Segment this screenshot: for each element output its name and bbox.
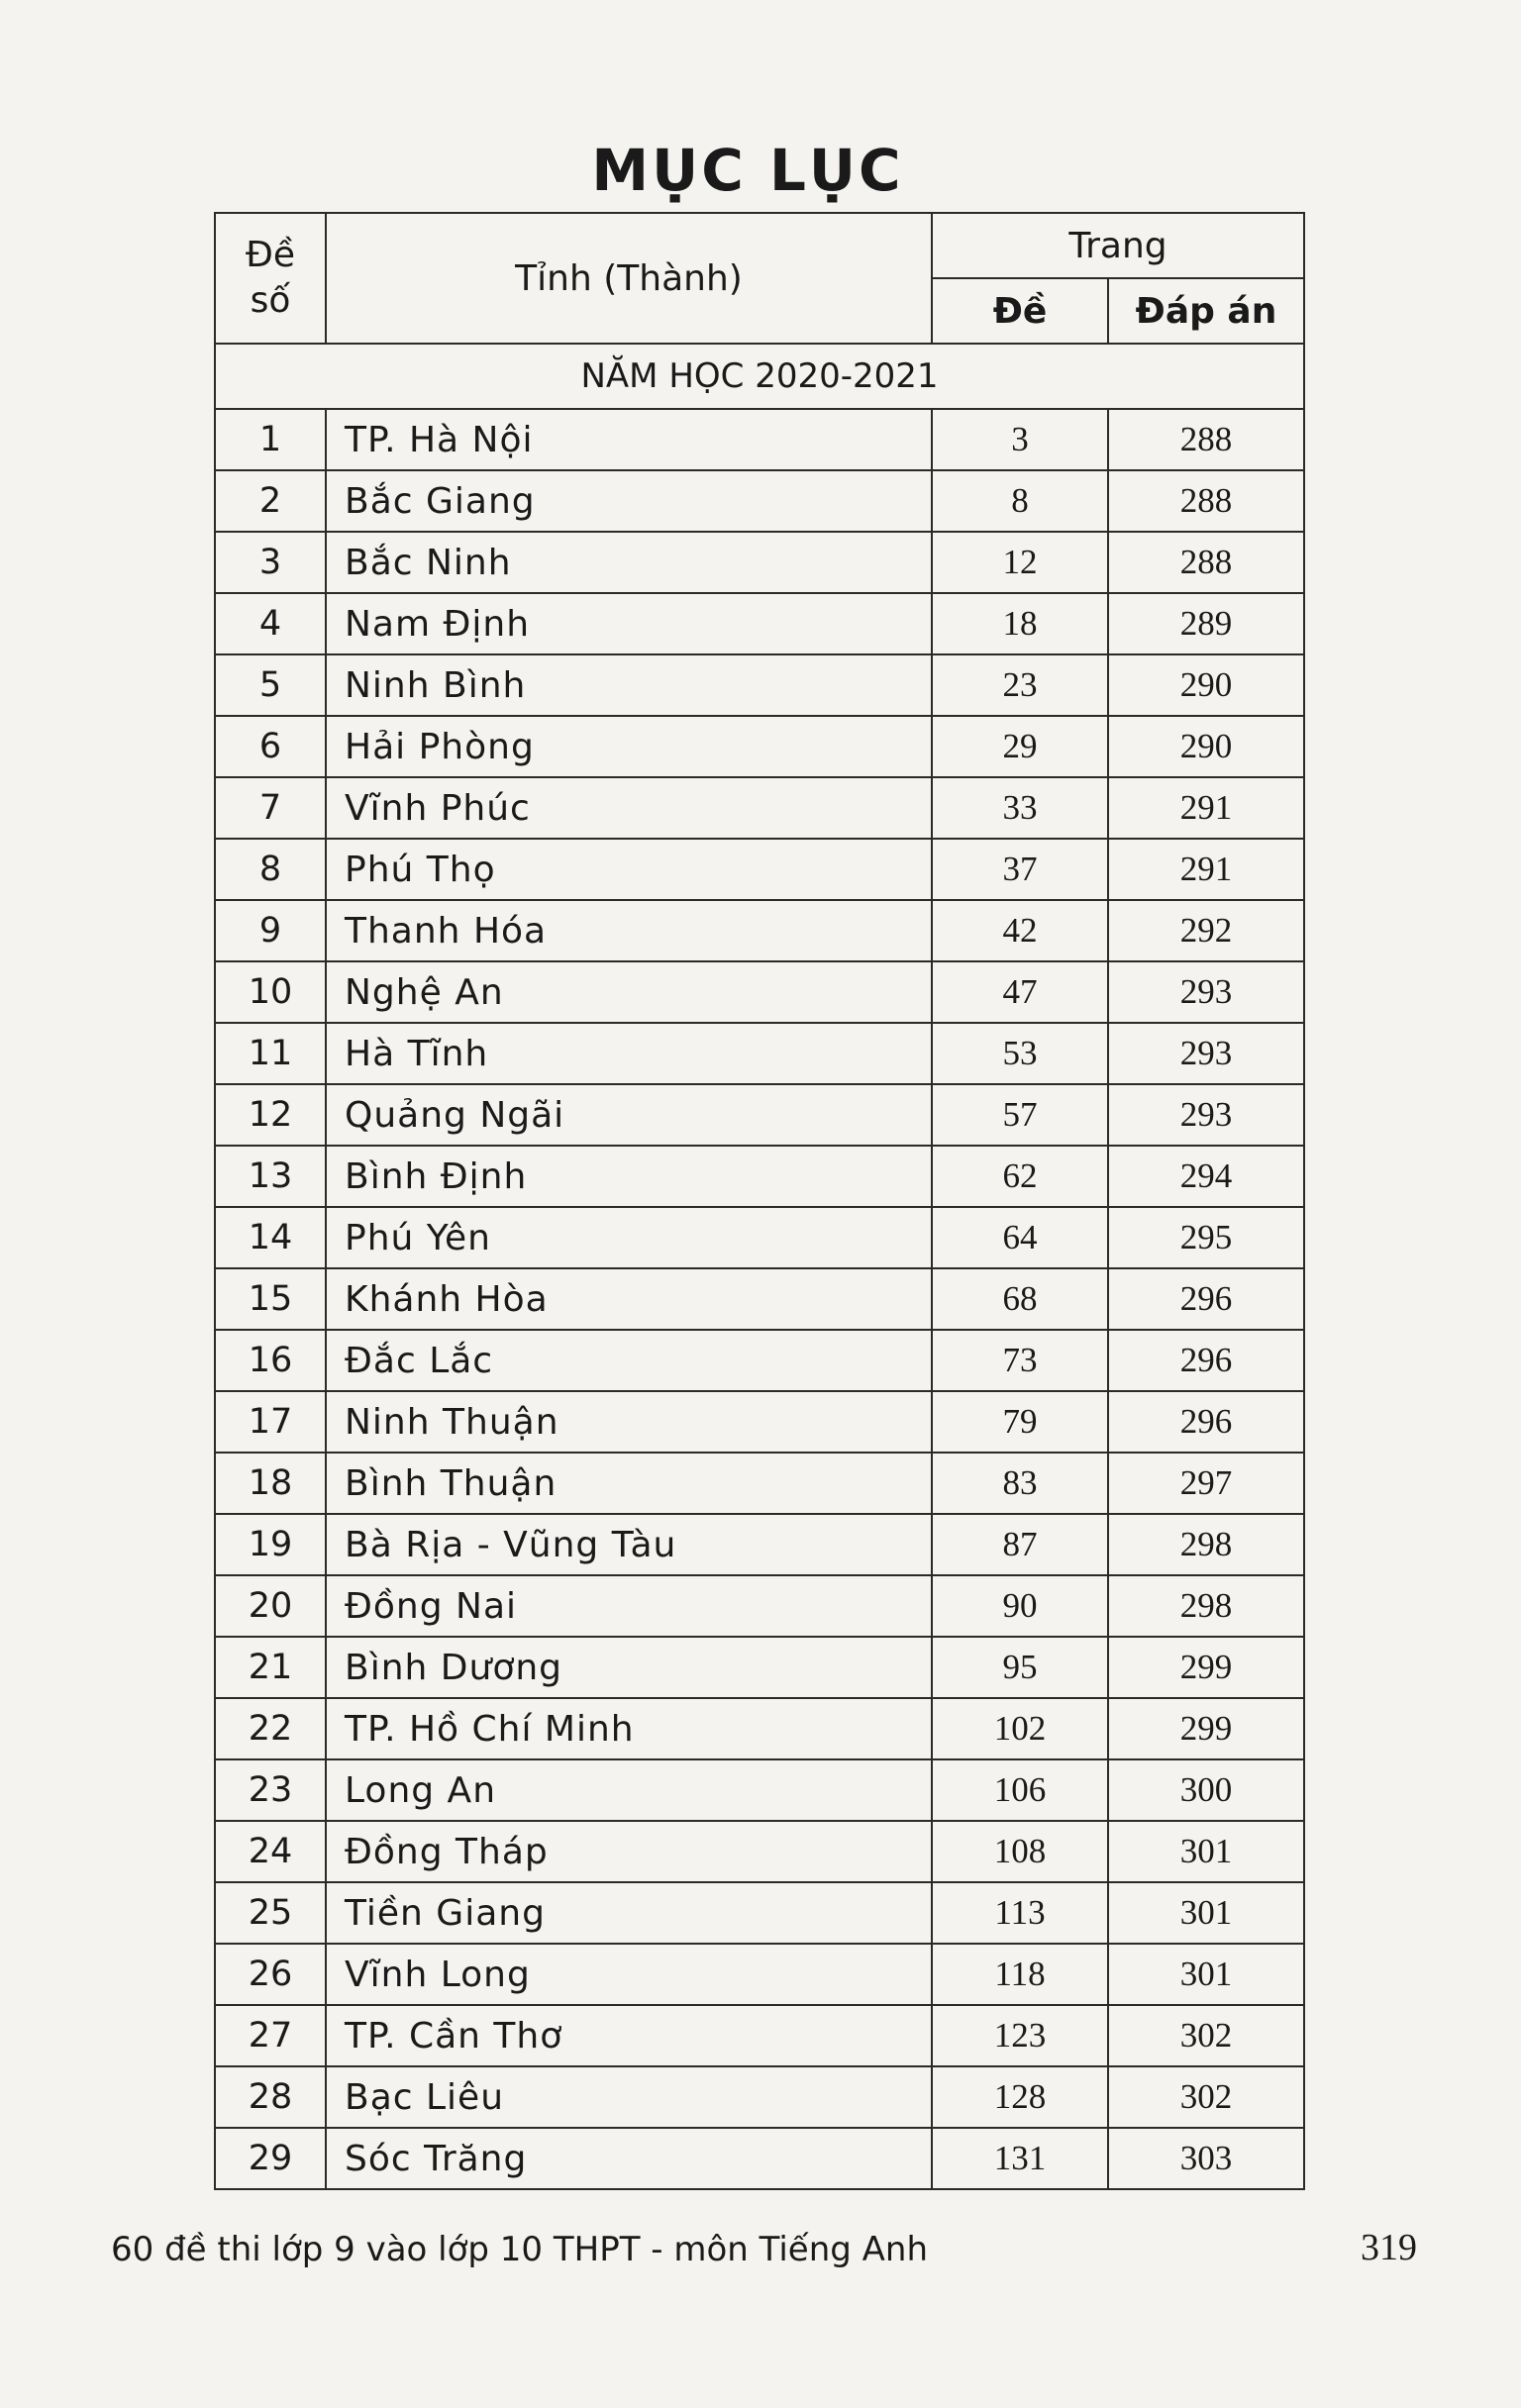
province-cell: Khánh Hòa	[326, 1268, 932, 1330]
province-cell: Vĩnh Long	[326, 1944, 932, 2005]
table-row	[215, 1514, 1304, 1575]
exam-page-cell: 118	[932, 1944, 1108, 2005]
exam-number-cell: 6	[215, 716, 326, 777]
province-cell: Hà Tĩnh	[326, 1023, 932, 1084]
exam-page-cell: 87	[932, 1514, 1108, 1575]
province-cell: Nghệ An	[326, 961, 932, 1023]
answer-page-cell: 302	[1108, 2005, 1304, 2066]
exam-number-cell: 21	[215, 1637, 326, 1698]
answer-page-cell: 293	[1108, 1084, 1304, 1146]
exam-page-cell: 42	[932, 900, 1108, 961]
answer-page-cell: 289	[1108, 593, 1304, 654]
exam-page-cell: 123	[932, 2005, 1108, 2066]
exam-page-cell: 108	[932, 1821, 1108, 1882]
table-row	[215, 532, 1304, 593]
exam-page-cell: 83	[932, 1453, 1108, 1514]
exam-number-cell: 28	[215, 2066, 326, 2128]
province-cell: Bắc Giang	[326, 470, 932, 532]
exam-number-cell: 4	[215, 593, 326, 654]
exam-number-cell: 19	[215, 1514, 326, 1575]
answer-page-cell: 294	[1108, 1146, 1304, 1207]
answer-page-cell: 301	[1108, 1882, 1304, 1944]
table-row	[215, 1882, 1304, 1944]
answer-page-cell: 298	[1108, 1575, 1304, 1637]
exam-number-cell: 9	[215, 900, 326, 961]
exam-page-cell: 8	[932, 470, 1108, 532]
answer-page-cell: 296	[1108, 1268, 1304, 1330]
province-cell: TP. Cần Thơ	[326, 2005, 932, 2066]
exam-number-cell: 2	[215, 470, 326, 532]
exam-page-cell: 37	[932, 839, 1108, 900]
answer-page-cell: 300	[1108, 1759, 1304, 1821]
exam-number-cell: 22	[215, 1698, 326, 1759]
exam-number-cell: 11	[215, 1023, 326, 1084]
exam-page-cell: 131	[932, 2128, 1108, 2189]
exam-page-cell: 23	[932, 654, 1108, 716]
province-cell: Long An	[326, 1759, 932, 1821]
answer-page-cell: 291	[1108, 839, 1304, 900]
table-row	[215, 839, 1304, 900]
province-cell: Đồng Tháp	[326, 1821, 932, 1882]
exam-page-cell: 79	[932, 1391, 1108, 1453]
table-row	[215, 1268, 1304, 1330]
section-row	[215, 344, 1304, 409]
exam-number-cell: 16	[215, 1330, 326, 1391]
exam-number-cell: 5	[215, 654, 326, 716]
exam-page-cell: 128	[932, 2066, 1108, 2128]
province-cell: Đắc Lắc	[326, 1330, 932, 1391]
answer-page-cell: 293	[1108, 1023, 1304, 1084]
answer-page-cell: 302	[1108, 2066, 1304, 2128]
province-cell: Nam Định	[326, 593, 932, 654]
table-row	[215, 2128, 1304, 2189]
exam-page-cell: 33	[932, 777, 1108, 839]
province-cell: Thanh Hóa	[326, 900, 932, 961]
exam-page-cell: 47	[932, 961, 1108, 1023]
exam-number-cell: 26	[215, 1944, 326, 2005]
table-row	[215, 1698, 1304, 1759]
province-cell: Tiền Giang	[326, 1882, 932, 1944]
answer-page-cell: 290	[1108, 654, 1304, 716]
province-cell: Bình Dương	[326, 1637, 932, 1698]
exam-number-cell: 10	[215, 961, 326, 1023]
exam-page-cell: 53	[932, 1023, 1108, 1084]
exam-page-cell: 62	[932, 1146, 1108, 1207]
province-cell: Sóc Trăng	[326, 2128, 932, 2189]
table-row	[215, 1330, 1304, 1391]
exam-page-cell: 18	[932, 593, 1108, 654]
header-answer-page: Đáp án	[1108, 278, 1304, 344]
exam-number-cell: 8	[215, 839, 326, 900]
answer-page-cell: 296	[1108, 1330, 1304, 1391]
exam-number-cell: 3	[215, 532, 326, 593]
table-row	[215, 1453, 1304, 1514]
province-cell: Bình Định	[326, 1146, 932, 1207]
exam-page-cell: 29	[932, 716, 1108, 777]
answer-page-cell: 295	[1108, 1207, 1304, 1268]
table-row	[215, 777, 1304, 839]
exam-number-cell: 18	[215, 1453, 326, 1514]
header-exam-page: Đề	[932, 278, 1108, 344]
exam-number-cell: 17	[215, 1391, 326, 1453]
exam-number-cell: 29	[215, 2128, 326, 2189]
answer-page-cell: 288	[1108, 470, 1304, 532]
exam-page-cell: 95	[932, 1637, 1108, 1698]
exam-page-cell: 68	[932, 1268, 1108, 1330]
exam-number-cell: 13	[215, 1146, 326, 1207]
table-row	[215, 1575, 1304, 1637]
answer-page-cell: 297	[1108, 1453, 1304, 1514]
footer-page-number: 319	[1361, 2227, 1417, 2268]
table-row	[215, 1759, 1304, 1821]
exam-page-cell: 57	[932, 1084, 1108, 1146]
header-row	[215, 213, 1304, 278]
answer-page-cell: 299	[1108, 1698, 1304, 1759]
table-row	[215, 1944, 1304, 2005]
table-row	[215, 900, 1304, 961]
table-row	[215, 1637, 1304, 1698]
table-row	[215, 470, 1304, 532]
answer-page-cell: 293	[1108, 961, 1304, 1023]
province-cell: Đồng Nai	[326, 1575, 932, 1637]
province-cell: TP. Hồ Chí Minh	[326, 1698, 932, 1759]
header-exam-number: Đề số	[215, 213, 326, 344]
exam-page-cell: 102	[932, 1698, 1108, 1759]
exam-page-cell: 3	[932, 409, 1108, 470]
exam-page-cell: 64	[932, 1207, 1108, 1268]
table-row	[215, 1821, 1304, 1882]
answer-page-cell: 301	[1108, 1821, 1304, 1882]
province-cell: Bạc Liêu	[326, 2066, 932, 2128]
province-cell: Vĩnh Phúc	[326, 777, 932, 839]
province-cell: Bà Rịa - Vũng Tàu	[326, 1514, 932, 1575]
exam-number-cell: 7	[215, 777, 326, 839]
table-row	[215, 2005, 1304, 2066]
exam-number-cell: 15	[215, 1268, 326, 1330]
toc-table	[214, 212, 1305, 2190]
exam-page-cell: 90	[932, 1575, 1108, 1637]
header-page: Trang	[932, 213, 1304, 278]
header-province: Tỉnh (Thành)	[326, 213, 932, 344]
table-row	[215, 654, 1304, 716]
province-cell: Phú Yên	[326, 1207, 932, 1268]
table-row	[215, 409, 1304, 470]
table-row	[215, 1146, 1304, 1207]
province-cell: Bình Thuận	[326, 1453, 932, 1514]
answer-page-cell: 301	[1108, 1944, 1304, 2005]
table-row	[215, 1391, 1304, 1453]
province-cell: Phú Thọ	[326, 839, 932, 900]
exam-number-cell: 24	[215, 1821, 326, 1882]
table-row	[215, 1084, 1304, 1146]
province-cell: TP. Hà Nội	[326, 409, 932, 470]
exam-number-cell: 12	[215, 1084, 326, 1146]
exam-number-cell: 14	[215, 1207, 326, 1268]
table-row	[215, 593, 1304, 654]
answer-page-cell: 296	[1108, 1391, 1304, 1453]
exam-number-cell: 23	[215, 1759, 326, 1821]
table-row	[215, 716, 1304, 777]
exam-page-cell: 113	[932, 1882, 1108, 1944]
province-cell: Bắc Ninh	[326, 532, 932, 593]
province-cell: Quảng Ngãi	[326, 1084, 932, 1146]
answer-page-cell: 292	[1108, 900, 1304, 961]
exam-page-cell: 12	[932, 532, 1108, 593]
province-cell: Hải Phòng	[326, 716, 932, 777]
exam-page-cell: 106	[932, 1759, 1108, 1821]
table-row	[215, 1023, 1304, 1084]
answer-page-cell: 288	[1108, 532, 1304, 593]
exam-page-cell: 73	[932, 1330, 1108, 1391]
exam-number-cell: 20	[215, 1575, 326, 1637]
footer-book-title: 60 đề thi lớp 9 vào lớp 10 THPT - môn Tiếng Anh	[111, 2230, 929, 2269]
exam-number-cell: 1	[215, 409, 326, 470]
answer-page-cell: 299	[1108, 1637, 1304, 1698]
section-title: NĂM HỌC 2020-2021	[215, 344, 1304, 409]
page-title: MỤC LỤC	[591, 137, 904, 204]
answer-page-cell: 298	[1108, 1514, 1304, 1575]
province-cell: Ninh Thuận	[326, 1391, 932, 1453]
exam-number-cell: 27	[215, 2005, 326, 2066]
province-cell: Ninh Bình	[326, 654, 932, 716]
table-row	[215, 961, 1304, 1023]
table-row	[215, 2066, 1304, 2128]
exam-number-cell: 25	[215, 1882, 326, 1944]
table-row	[215, 1207, 1304, 1268]
answer-page-cell: 303	[1108, 2128, 1304, 2189]
answer-page-cell: 290	[1108, 716, 1304, 777]
answer-page-cell: 288	[1108, 409, 1304, 470]
answer-page-cell: 291	[1108, 777, 1304, 839]
